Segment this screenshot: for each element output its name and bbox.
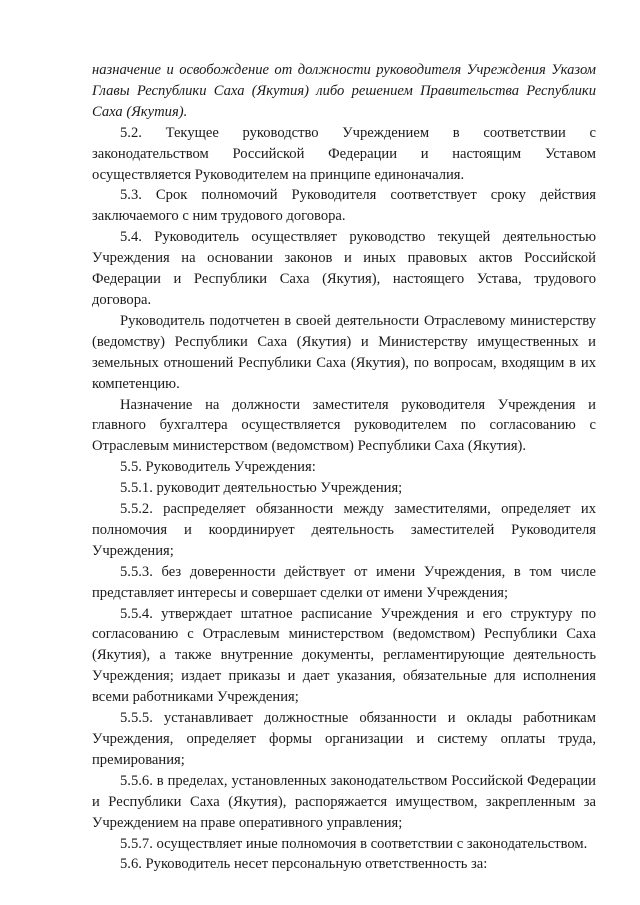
paragraph-5-5-4: 5.5.4. утверждает штатное расписание Учреждения и его структуру по согласованию с Отраслевым министерством (ведомством) Республики Саха (Якутия), а также внутренние документы, регламентирующие деятельность Учреждения; издает приказы и дает указания, обязательные для исполнения всеми работниками Учреждения; [92, 605, 596, 706]
paragraph-deputy-appointment: Назначение на должности заместителя руководителя Учреждения и главного бухгалтера осуществляется руководителем по согласованию с Отраслевым министерством (ведомством) Республики Саха (Якутия). [92, 396, 596, 455]
paragraph-5-5-2: 5.5.2. распределяет обязанности между заместителями, определяет их полномочия и координирует деятельность заместителей Руководителя Учреждения; [92, 501, 596, 559]
paragraph-5-3: 5.3. Срок полномочий Руководителя соответствует сроку действия заключаемого с ним трудового договора. [92, 187, 596, 225]
paragraph-appointment-continuation: назначение и освобождение от должности руководителя Учреждения Указом Главы Республики Саха (Якутия) либо решением Правительства Республики Саха (Якутия). [92, 62, 596, 120]
paragraph-5-5: 5.5. Руководитель Учреждения: [120, 459, 316, 476]
paragraph-5-2: 5.2. Текущее руководство Учреждением в соответствии с законодательством Российской Федерации и настоящим Уставом осуществляется Руководителем на принципе единоначалия. [92, 124, 596, 183]
document-page [92, 60, 596, 875]
paragraph-5-6: 5.6. Руководитель несет персональную ответственность за: [120, 856, 488, 873]
paragraph-5-4: 5.4. Руководитель осуществляет руководство текущей деятельностью Учреждения на основании законов и иных правовых актов Российской Федерации и Республики Саха (Якутия), настоящего Устава, трудового договора. [92, 229, 596, 308]
paragraph-5-5-3: 5.5.3. без доверенности действует от имени Учреждения, в том числе представляет интересы и совершает сделки от имени Учреждения; [92, 563, 596, 601]
paragraph-5-5-1: 5.5.1. руководит деятельностью Учреждения; [120, 480, 403, 497]
paragraph-accountability: Руководитель подотчетен в своей деятельности Отраслевому министерству (ведомству) Республики Саха (Якутия) и Министерству имущественных и земельных отношений Республики Саха (Якутия), по вопросам, входящим в их компетенцию. [92, 312, 596, 392]
paragraph-5-5-6: 5.5.6. в пределах, установленных законодательством Российской Федерации и Республики Саха (Якутия), распоряжается имуществом, закрепленным за Учреждением на праве оперативного управления; [92, 772, 596, 831]
paragraph-5-5-7: 5.5.7. осуществляет иные полномочия в соответствии с законодательством. [120, 835, 588, 852]
paragraph-5-5-5: 5.5.5. устанавливает должностные обязанности и оклады работникам Учреждения, определяет формы организации и систему оплаты труда, премирования; [92, 710, 596, 768]
